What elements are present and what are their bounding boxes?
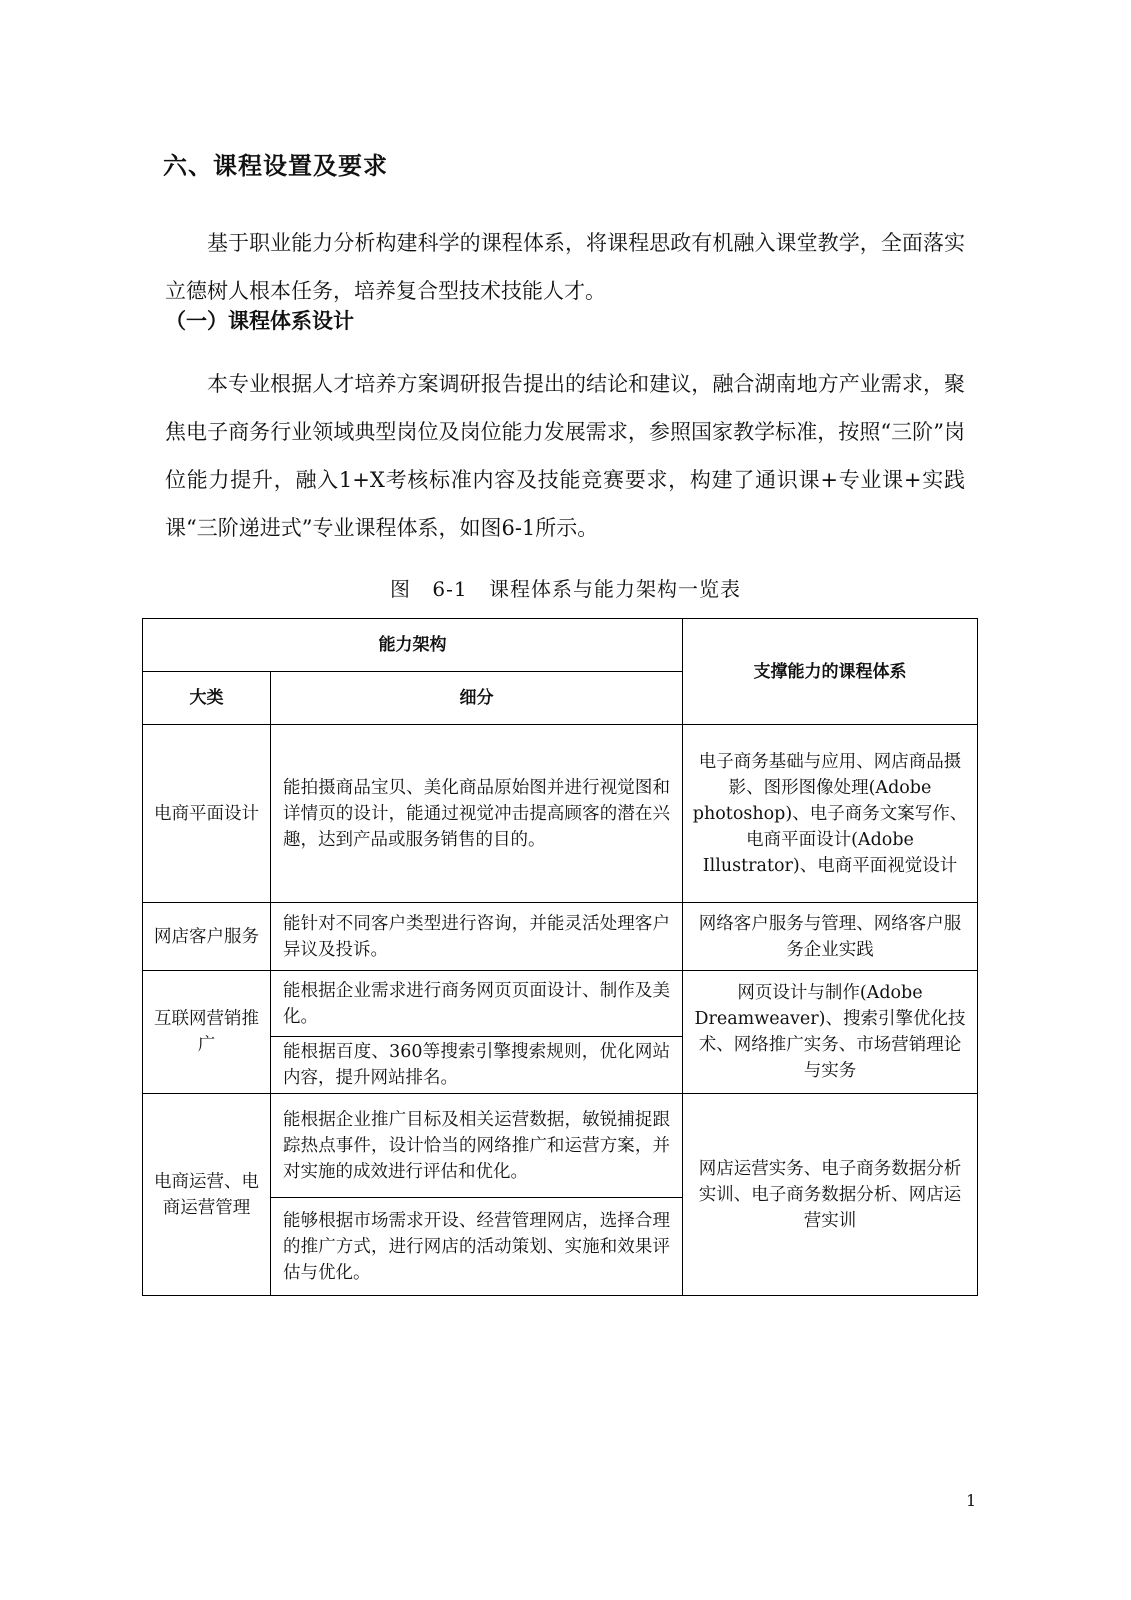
course-cell: 网页设计与制作(Adobe Dreamweaver)、搜索引擎优化技术、网络推广实务、市场营销理论与实务	[683, 971, 978, 1094]
table-row	[143, 971, 978, 1037]
header-detail: 细分	[271, 672, 683, 725]
page-number: 1	[966, 1491, 977, 1510]
subsection-title: （一）课程体系设计	[165, 309, 354, 333]
intro-paragraph: 基于职业能力分析构建科学的课程体系，将课程思政有机融入课堂教学，全面落实立德树人根本任务，培养复合型技术技能人才。	[165, 231, 965, 303]
detail-cell: 能根据百度、360等搜索引擎搜索规则，优化网站内容，提升网站排名。	[271, 1037, 683, 1094]
header-ability: 能力架构	[143, 619, 683, 672]
course-cell: 电子商务基础与应用、网店商品摄影、图形图像处理(Adobe photoshop)、电子商务文案写作、电商平面设计(Adobe Illustrator)、电商平面视觉设计	[683, 725, 978, 903]
header-category: 大类	[143, 672, 271, 725]
course-cell: 网络客户服务与管理、网络客户服务企业实践	[683, 903, 978, 971]
detail-cell: 能根据企业推广目标及相关运营数据，敏锐捕捉跟踪热点事件，设计恰当的网络推广和运营方案，并对实施的成效进行评估和优化。	[271, 1094, 683, 1198]
detail-cell: 能根据企业需求进行商务网页页面设计、制作及美化。	[271, 971, 683, 1037]
detail-cell: 能拍摄商品宝贝、美化商品原始图并进行视觉图和详情页的设计，能通过视觉冲击提高顾客的潜在兴趣，达到产品或服务销售的目的。	[271, 725, 683, 903]
category-cell: 互联网营销推广	[143, 971, 271, 1094]
figure-caption: 图 6-1 课程体系与能力架构一览表	[390, 577, 741, 601]
table-row	[143, 725, 978, 903]
course-cell: 网店运营实务、电子商务数据分析实训、电子商务数据分析、网店运营实训	[683, 1094, 978, 1296]
detail-cell: 能针对不同客户类型进行咨询，并能灵活处理客户异议及投诉。	[271, 903, 683, 971]
course-ability-table	[142, 618, 978, 1296]
detail-cell: 能够根据市场需求开设、经营管理网店，选择合理的推广方式，进行网店的活动策划、实施和效果评估与优化。	[271, 1198, 683, 1296]
section-title: 六、课程设置及要求	[163, 152, 388, 180]
body-paragraph: 本专业根据人才培养方案调研报告提出的结论和建议，融合湖南地方产业需求，聚焦电子商务行业领域典型岗位及岗位能力发展需求，参照国家教学标准，按照“三阶”岗位能力提升，融入1+X考核标准内容及技能竞赛要求，构建了通识课+专业课+实践课“三阶递进式”专业课程体系，如图6-1所示。	[165, 372, 965, 540]
category-cell: 电商平面设计	[143, 725, 271, 903]
header-course: 支撑能力的课程体系	[683, 619, 978, 725]
category-cell: 电商运营、电商运营管理	[143, 1094, 271, 1296]
category-cell: 网店客户服务	[143, 903, 271, 971]
table-row	[143, 903, 978, 971]
table-row	[143, 1094, 978, 1198]
